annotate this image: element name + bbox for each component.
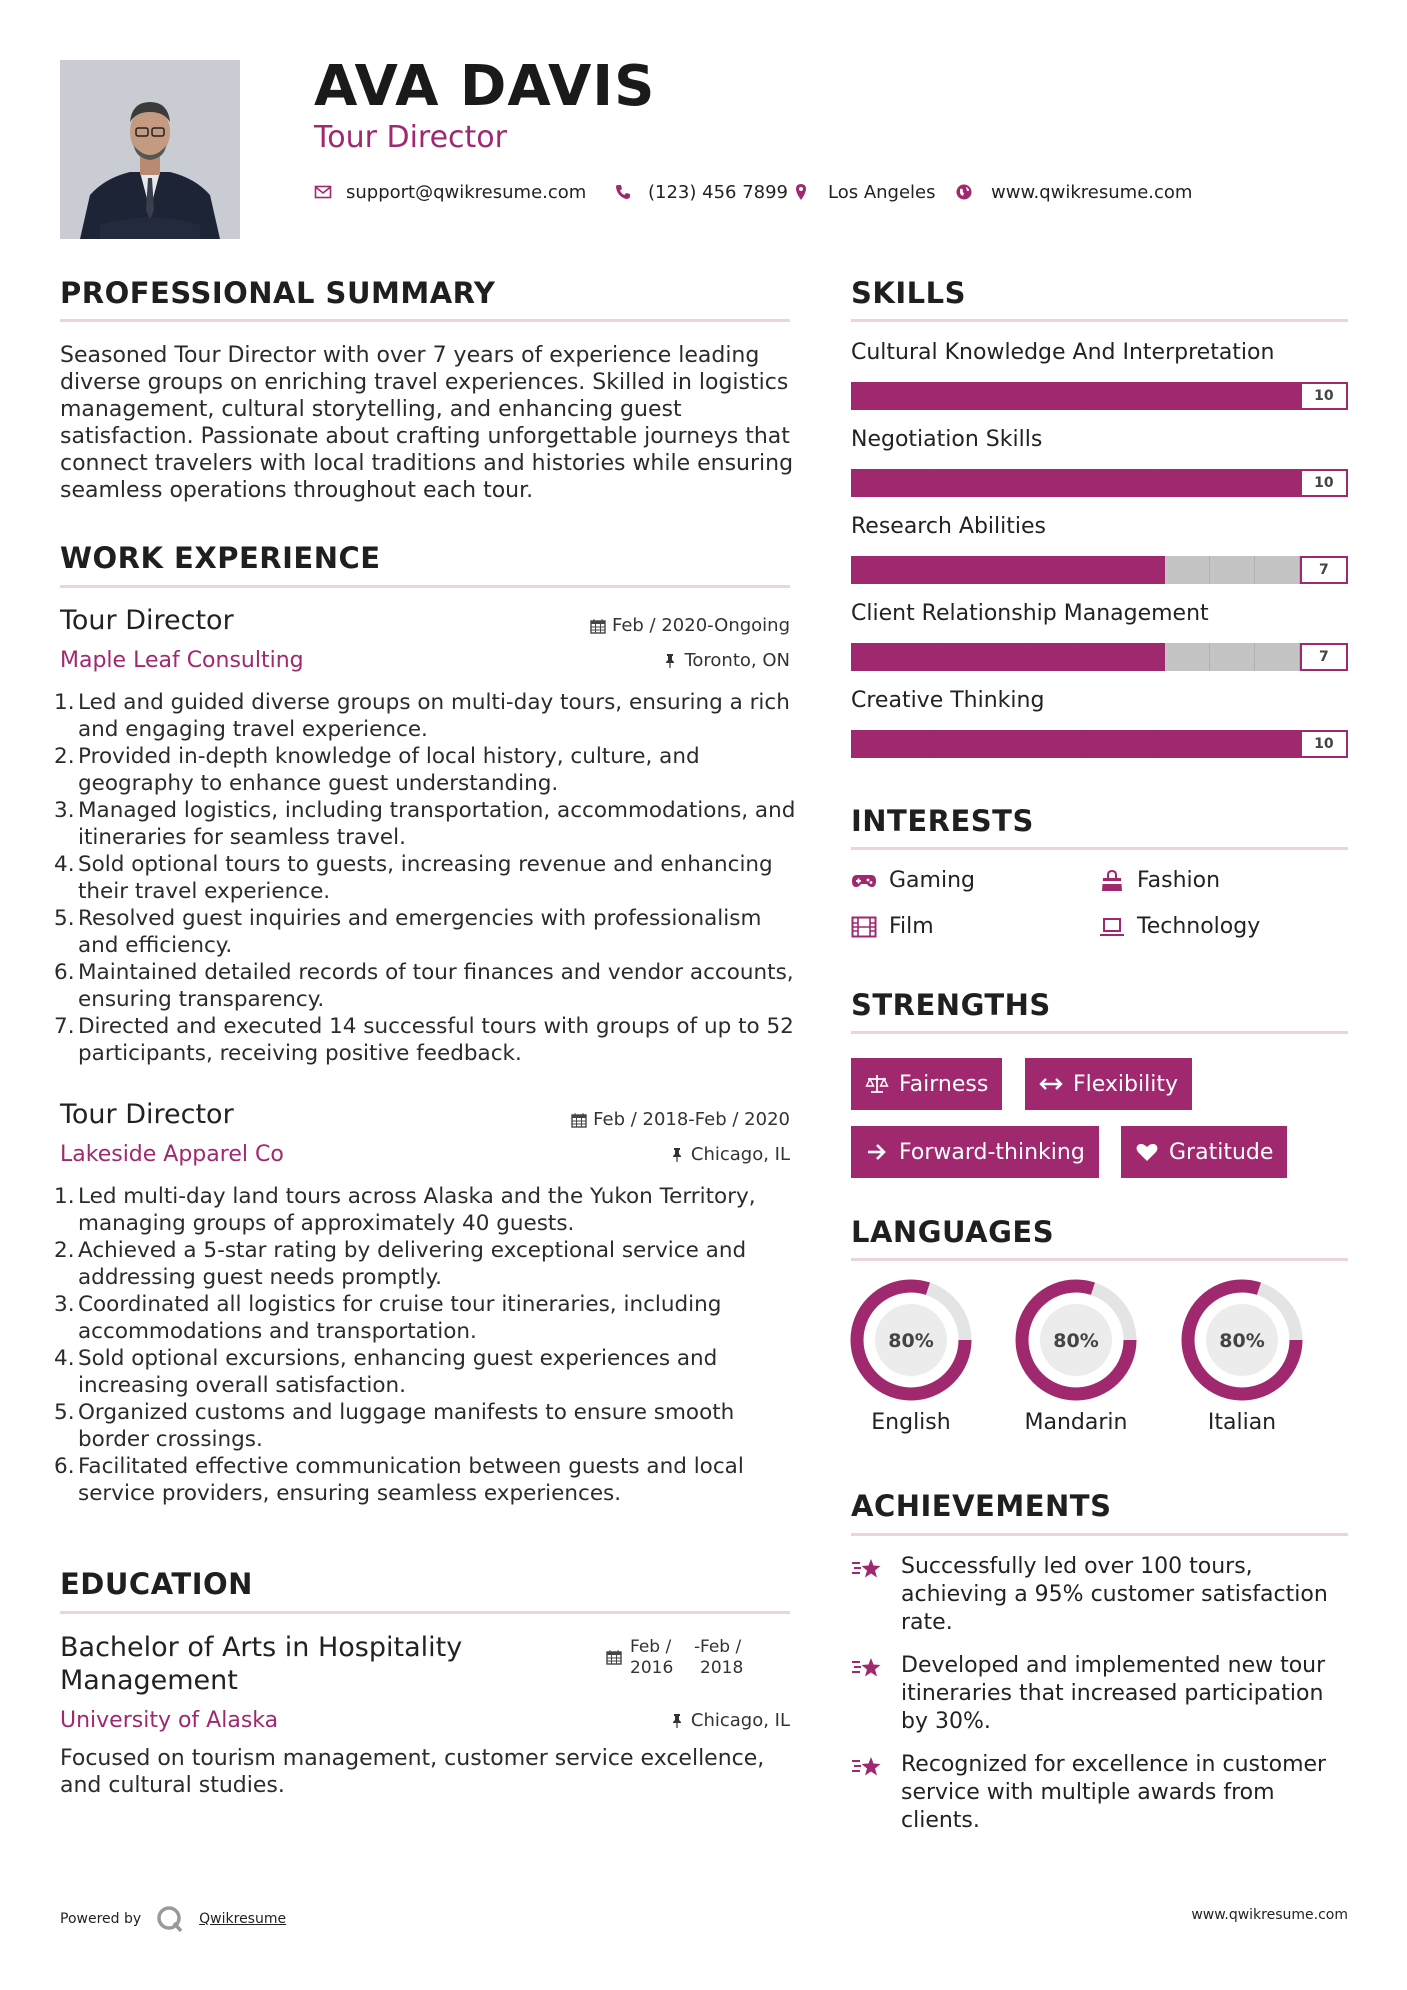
- skill-bar-segment: [1165, 382, 1210, 410]
- achievement-text: Recognized for excellence in customer service with multiple awards from clients.: [901, 1752, 1327, 1833]
- shopping-bag-icon: [1099, 870, 1125, 892]
- skill-label: Creative Thinking: [851, 688, 1045, 713]
- job-dates-text: Feb / 2018-Feb / 2020: [593, 1109, 790, 1130]
- education-divider: [60, 1611, 790, 1614]
- skill-bar-segment: [986, 730, 1031, 758]
- interest-label: Technology: [1137, 914, 1261, 939]
- achievements-heading: ACHIEVEMENTS: [851, 1489, 1112, 1523]
- skill-bar-segment: [896, 730, 941, 758]
- job-dates: [470, 615, 790, 636]
- list-item: Coordinated all logistics for cruise tour itineraries, including accommodations and transportation.: [78, 1292, 722, 1344]
- interest-label: Fashion: [1137, 868, 1221, 893]
- language-percent: 80%: [1053, 1330, 1099, 1352]
- strengths-heading: STRENGTHS: [851, 988, 1051, 1022]
- skill-bar-segment: [986, 556, 1031, 584]
- strength-label: Flexibility: [1073, 1071, 1178, 1097]
- candidate-title: Tour Director: [314, 120, 507, 155]
- strengths-divider: [851, 1031, 1348, 1034]
- education-description: Focused on tourism management, customer service excellence, and cultural studies.: [60, 1746, 765, 1798]
- skill-bar-segment: [1210, 382, 1255, 410]
- list-item: Sold optional excursions, enhancing guest experiences and increasing overall satisfaction.: [78, 1346, 718, 1398]
- skill-bar-segment: [896, 469, 941, 497]
- interests-divider: [851, 847, 1348, 850]
- skill-level-bar: [851, 643, 1348, 671]
- interest-item: [851, 868, 975, 893]
- email-text: support@qwikresume.com: [346, 181, 587, 203]
- skill-bar-segment: [986, 643, 1031, 671]
- education-heading: EDUCATION: [60, 1567, 253, 1601]
- interest-item: [1099, 868, 1220, 893]
- skill-bar-segment: [1120, 643, 1165, 671]
- skill-bar-segment: [851, 643, 896, 671]
- skill-level-bar: [851, 469, 1348, 497]
- skill-bar-segment: [896, 643, 941, 671]
- language-proficiency-ring: [1172, 1270, 1312, 1410]
- contact-location: [792, 180, 936, 204]
- phone-icon: [614, 183, 632, 201]
- skill-bar-segment: [1210, 556, 1255, 584]
- skill-bar-segment: [1255, 643, 1300, 671]
- skill-bar-segment: [1120, 382, 1165, 410]
- skill-bar-segment: [1120, 556, 1165, 584]
- list-item: Achieved a 5-star rating by delivering exceptional service and addressing guest needs promptly.: [78, 1238, 747, 1290]
- candidate-name: AVA DAVIS: [314, 54, 656, 119]
- skill-level-value: 7: [1300, 556, 1348, 584]
- skill-bar-segment: [1120, 730, 1165, 758]
- skill-bar-segment: [986, 469, 1031, 497]
- skill-bar-segment: [941, 643, 986, 671]
- qwikresume-logo-icon: [155, 1904, 185, 1934]
- language-name: English: [871, 1410, 951, 1435]
- list-item: Led and guided diverse groups on multi-day tours, ensuring a rich and engaging travel experience.: [78, 690, 790, 742]
- language-percent: 80%: [888, 1330, 934, 1352]
- shooting-star-icon: [851, 1753, 883, 1781]
- achievement-item: [851, 1553, 1351, 1637]
- skill-bar-segment: [941, 730, 986, 758]
- skill-level-value: 10: [1300, 469, 1348, 497]
- skill-bar-segment: [851, 730, 896, 758]
- job-location: [470, 1144, 790, 1165]
- degree-title: Bachelor of Arts in Hospitality Management: [60, 1632, 463, 1696]
- end-year: 2018: [700, 1658, 744, 1678]
- interest-item: [1099, 914, 1260, 939]
- skill-label: Cultural Knowledge And Interpretation: [851, 340, 1275, 365]
- footer-powered-by: [60, 1904, 286, 1934]
- list-item: Directed and executed 14 successful tours with groups of up to 52 participants, receiving positive feedback.: [78, 1014, 794, 1066]
- summary-text: Seasoned Tour Director with over 7 years of experience leading diverse groups on enriching travel experiences. Skilled in logistics management, cultural storytelling, and enhancing guest satisfaction. Passionate about crafting unforgettable journeys that connect travelers with local traditions and histories while ensuring seamless operations throughout each tour.: [60, 343, 794, 503]
- strength-tag: [851, 1126, 1099, 1178]
- list-item: Facilitated effective communication between guests and local service providers, ensuring seamless experiences.: [78, 1454, 744, 1506]
- map-marker-icon: [792, 183, 810, 201]
- skill-bar-segment: [1255, 556, 1300, 584]
- skill-level-value: 7: [1300, 643, 1348, 671]
- list-item: Organized customs and luggage manifests to ensure smooth border crossings.: [78, 1400, 735, 1452]
- achievement-item: [851, 1652, 1351, 1736]
- laptop-icon: [1099, 916, 1125, 938]
- job-title: Tour Director: [60, 605, 234, 636]
- skill-level-value: 10: [1300, 730, 1348, 758]
- skill-bar-segment: [986, 382, 1031, 410]
- language-proficiency-ring: [1006, 1270, 1146, 1410]
- education-location-text: Chicago, IL: [690, 1710, 790, 1731]
- strength-tag: [1121, 1126, 1287, 1178]
- contact-phone[interactable]: [614, 180, 788, 204]
- skill-bar-segment: [1255, 469, 1300, 497]
- job-location-text: Toronto, ON: [684, 650, 790, 671]
- start-year: 2016: [630, 1658, 674, 1678]
- skill-bar-segment: [1075, 382, 1120, 410]
- strength-label: Fairness: [899, 1071, 989, 1097]
- film-icon: [851, 916, 877, 938]
- skill-bar-segment: [1031, 469, 1076, 497]
- envelope-icon: [314, 183, 332, 201]
- job-responsibilities: [60, 1183, 800, 1507]
- skills-heading: SKILLS: [851, 276, 966, 310]
- skill-bar-segment: [851, 469, 896, 497]
- achievement-text: Successfully led over 100 tours, achieving a 95% customer satisfaction rate.: [901, 1554, 1328, 1635]
- skill-bar-segment: [1031, 382, 1076, 410]
- interests-heading: INTERESTS: [851, 804, 1034, 838]
- skill-label: Research Abilities: [851, 514, 1046, 539]
- balance-scale-icon: [865, 1073, 889, 1095]
- calendar-icon: [590, 618, 606, 634]
- strength-label: Gratitude: [1169, 1139, 1274, 1165]
- skill-level-bar: [851, 730, 1348, 758]
- list-item: Sold optional tours to guests, increasing revenue and enhancing their travel experience.: [78, 852, 773, 904]
- skill-label: Client Relationship Management: [851, 601, 1209, 626]
- skill-bar-segment: [1210, 469, 1255, 497]
- job-company: Lakeside Apparel Co: [60, 1142, 284, 1167]
- languages-divider: [851, 1258, 1348, 1261]
- strength-tag: [851, 1058, 1002, 1110]
- skill-bar-segment: [1210, 730, 1255, 758]
- powered-by-text: Powered by: [60, 1911, 142, 1927]
- achievement-text: Developed and implemented new tour itineraries that increased participation by 30%.: [901, 1653, 1326, 1734]
- pushpin-icon: [669, 1713, 685, 1729]
- contact-website[interactable]: [955, 180, 1192, 204]
- skill-bar-segment: [851, 382, 896, 410]
- interest-item: [851, 914, 934, 939]
- skill-bar-segment: [1075, 469, 1120, 497]
- skill-label: Negotiation Skills: [851, 427, 1043, 452]
- language-name: Mandarin: [1024, 1410, 1128, 1435]
- summary-heading: PROFESSIONAL SUMMARY: [60, 276, 496, 310]
- skill-level-bar: [851, 556, 1348, 584]
- pushpin-icon: [669, 1147, 685, 1163]
- skill-bar-segment: [1255, 730, 1300, 758]
- location-text: Los Angeles: [828, 181, 936, 203]
- skill-bar-segment: [1165, 556, 1210, 584]
- pushpin-icon: [662, 653, 678, 669]
- interest-label: Gaming: [889, 868, 975, 893]
- language-proficiency-ring: [841, 1270, 981, 1410]
- experience-heading: WORK EXPERIENCE: [60, 541, 381, 575]
- job-company: Maple Leaf Consulting: [60, 648, 304, 673]
- skill-level-value: 10: [1300, 382, 1348, 410]
- achievements-divider: [851, 1533, 1348, 1536]
- school-name: University of Alaska: [60, 1708, 279, 1733]
- shooting-star-icon: [851, 1654, 883, 1682]
- skill-bar-segment: [1075, 643, 1120, 671]
- summary-divider: [60, 319, 790, 322]
- globe-icon: [955, 183, 973, 201]
- experience-divider: [60, 585, 790, 588]
- skill-bar-segment: [1120, 469, 1165, 497]
- calendar-icon: [571, 1112, 587, 1128]
- job-location-text: Chicago, IL: [690, 1144, 790, 1165]
- interest-label: Film: [889, 914, 934, 939]
- job-location: [470, 650, 790, 671]
- skill-bar-segment: [851, 556, 896, 584]
- shooting-star-icon: [851, 1555, 883, 1583]
- skill-level-bar: [851, 382, 1348, 410]
- skill-bar-segment: [1031, 556, 1076, 584]
- arrows-horizontal-icon: [1039, 1073, 1063, 1095]
- skill-bar-segment: [896, 382, 941, 410]
- footer-website[interactable]: www.qwikresume.com: [1191, 1907, 1348, 1923]
- heart-icon: [1135, 1141, 1159, 1163]
- language-percent: 80%: [1219, 1330, 1265, 1352]
- contact-email[interactable]: [314, 180, 586, 204]
- skill-bar-segment: [1031, 730, 1076, 758]
- skill-bar-segment: [941, 556, 986, 584]
- education-location: [470, 1710, 790, 1731]
- list-item: Resolved guest inquiries and emergencies with professionalism and efficiency.: [78, 906, 762, 958]
- skill-bar-segment: [1165, 643, 1210, 671]
- qwikresume-link[interactable]: Qwikresume: [199, 1911, 287, 1927]
- skill-bar-segment: [1031, 643, 1076, 671]
- languages-heading: LANGUAGES: [851, 1215, 1055, 1249]
- skill-bar-segment: [1075, 730, 1120, 758]
- skill-bar-segment: [1075, 556, 1120, 584]
- achievement-item: [851, 1751, 1351, 1835]
- start-month: Feb /: [630, 1637, 672, 1657]
- job-responsibilities: [60, 689, 800, 1067]
- skill-bar-segment: [941, 469, 986, 497]
- list-item: Provided in-depth knowledge of local history, culture, and geography to enhance guest understanding.: [78, 744, 700, 796]
- skill-bar-segment: [1255, 382, 1300, 410]
- arrow-right-icon: [865, 1141, 889, 1163]
- strength-label: Forward-thinking: [899, 1139, 1085, 1165]
- language-name: Italian: [1207, 1410, 1277, 1435]
- job-title: Tour Director: [60, 1099, 234, 1130]
- skill-bar-segment: [1165, 730, 1210, 758]
- skill-bar-segment: [896, 556, 941, 584]
- job-dates-text: Feb / 2020-Ongoing: [611, 615, 790, 636]
- profile-photo: [60, 60, 240, 239]
- list-item: Maintained detailed records of tour finances and vendor accounts, ensuring transparency.: [78, 960, 794, 1012]
- education-dates: Feb / 2016 - Feb / 2018: [606, 1637, 756, 1679]
- gamepad-icon: [851, 870, 877, 892]
- job-dates: [470, 1109, 790, 1130]
- strength-tag: [1025, 1058, 1192, 1110]
- phone-text: (123) 456 7899: [648, 181, 789, 203]
- list-item: Led multi-day land tours across Alaska and the Yukon Territory, managing groups of approximately 40 guests.: [78, 1184, 756, 1236]
- skill-bar-segment: [1165, 469, 1210, 497]
- skill-bar-segment: [941, 382, 986, 410]
- end-month: Feb /: [700, 1637, 742, 1657]
- website-text: www.qwikresume.com: [991, 181, 1193, 203]
- skill-bar-segment: [1210, 643, 1255, 671]
- list-item: Managed logistics, including transportation, accommodations, and itineraries for seamless travel.: [78, 798, 796, 850]
- skills-divider: [851, 319, 1348, 322]
- calendar-icon: [606, 1649, 622, 1665]
